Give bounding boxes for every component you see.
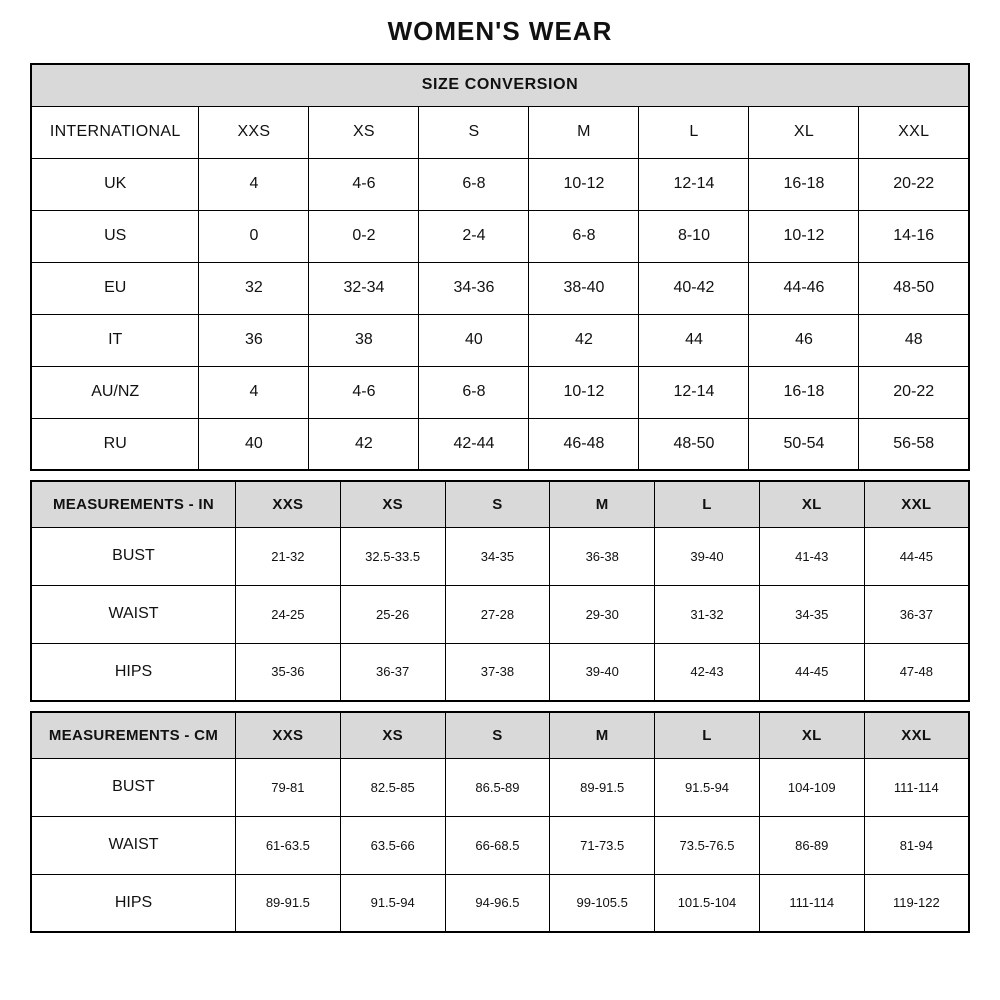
- table-cell: 16-18: [749, 366, 859, 418]
- table-row: [31, 527, 969, 585]
- table-cell: 4: [199, 366, 309, 418]
- size-header: XL: [759, 712, 864, 758]
- table-cell: 71-73.5: [550, 816, 655, 874]
- table-cell: 81-94: [864, 816, 969, 874]
- table-cell: 44-45: [864, 527, 969, 585]
- table-row: [31, 262, 969, 314]
- table-cell: 61-63.5: [235, 816, 340, 874]
- table-cell: 38: [309, 314, 419, 366]
- row-label: US: [31, 210, 199, 262]
- table-cell: 42-43: [655, 643, 760, 701]
- table-cell: 91.5-94: [655, 758, 760, 816]
- row-label: BUST: [31, 527, 235, 585]
- table-cell: 101.5-104: [655, 874, 760, 932]
- table-cell: 56-58: [859, 418, 969, 470]
- table-cell: 12-14: [639, 158, 749, 210]
- table-cell: 21-32: [235, 527, 340, 585]
- size-header: XL: [749, 106, 859, 158]
- table-cell: 4-6: [309, 366, 419, 418]
- size-header: XXS: [199, 106, 309, 158]
- table-cell: 34-36: [419, 262, 529, 314]
- table-cell: 16-18: [749, 158, 859, 210]
- table-cell: 66-68.5: [445, 816, 550, 874]
- size-header: XXL: [864, 712, 969, 758]
- table-cell: 46: [749, 314, 859, 366]
- row-label: AU/NZ: [31, 366, 199, 418]
- table-cell: 40-42: [639, 262, 749, 314]
- table-cell: 10-12: [529, 366, 639, 418]
- size-conversion-table: [30, 63, 970, 471]
- row-label: IT: [31, 314, 199, 366]
- table-cell: 79-81: [235, 758, 340, 816]
- table-cell: 99-105.5: [550, 874, 655, 932]
- size-header: L: [655, 712, 760, 758]
- row-label: EU: [31, 262, 199, 314]
- table-cell: 86-89: [759, 816, 864, 874]
- table-cell: 38-40: [529, 262, 639, 314]
- table-cell: 36: [199, 314, 309, 366]
- table-cell: 39-40: [550, 643, 655, 701]
- table-cell: 36-38: [550, 527, 655, 585]
- table-title-row: [31, 64, 969, 106]
- table-row: [31, 418, 969, 470]
- table-cell: 32-34: [309, 262, 419, 314]
- table-cell: 40: [199, 418, 309, 470]
- table-cell: 25-26: [340, 585, 445, 643]
- table-cell: 94-96.5: [445, 874, 550, 932]
- table-cell: 50-54: [749, 418, 859, 470]
- size-header: XXS: [235, 712, 340, 758]
- table-cell: 91.5-94: [340, 874, 445, 932]
- size-header: XS: [309, 106, 419, 158]
- table-cell: 36-37: [340, 643, 445, 701]
- size-header: XS: [340, 712, 445, 758]
- header-label: MEASUREMENTS - CM: [31, 712, 235, 758]
- table-cell: 104-109: [759, 758, 864, 816]
- table-cell: 39-40: [655, 527, 760, 585]
- table-cell: 42: [309, 418, 419, 470]
- size-header: XXL: [859, 106, 969, 158]
- table-cell: 89-91.5: [550, 758, 655, 816]
- size-header: S: [419, 106, 529, 158]
- size-header: XL: [759, 481, 864, 527]
- table-cell: 37-38: [445, 643, 550, 701]
- table-row: [31, 874, 969, 932]
- table-cell: 89-91.5: [235, 874, 340, 932]
- table-cell: 48-50: [639, 418, 749, 470]
- table-cell: 44: [639, 314, 749, 366]
- table-cell: 32.5-33.5: [340, 527, 445, 585]
- table-row: [31, 314, 969, 366]
- table-cell: 6-8: [529, 210, 639, 262]
- table-cell: 10-12: [529, 158, 639, 210]
- table-cell: 111-114: [759, 874, 864, 932]
- table-cell: 41-43: [759, 527, 864, 585]
- size-header: M: [550, 712, 655, 758]
- table-cell: 40: [419, 314, 529, 366]
- table-cell: 44-45: [759, 643, 864, 701]
- table-row: [31, 158, 969, 210]
- size-header: XS: [340, 481, 445, 527]
- size-header: M: [550, 481, 655, 527]
- table-cell: 20-22: [859, 158, 969, 210]
- table-header-row: [31, 481, 969, 527]
- table-cell: 42-44: [419, 418, 529, 470]
- measurements-in-table: [30, 480, 970, 702]
- table-cell: 111-114: [864, 758, 969, 816]
- row-label: WAIST: [31, 585, 235, 643]
- page-title: WOMEN'S WEAR: [387, 16, 613, 46]
- table-cell: 6-8: [419, 158, 529, 210]
- table-cell: 20-22: [859, 366, 969, 418]
- table-row: [31, 210, 969, 262]
- table-cell: 4-6: [309, 158, 419, 210]
- table-title: SIZE CONVERSION: [31, 64, 969, 106]
- table-cell: 63.5-66: [340, 816, 445, 874]
- table-row: [31, 758, 969, 816]
- table-cell: 119-122: [864, 874, 969, 932]
- table-cell: 47-48: [864, 643, 969, 701]
- table-cell: 46-48: [529, 418, 639, 470]
- table-cell: 29-30: [550, 585, 655, 643]
- table-cell: 4: [199, 158, 309, 210]
- size-header: XXS: [235, 481, 340, 527]
- table-row: [31, 366, 969, 418]
- measurements-cm-table: [30, 711, 970, 933]
- table-cell: 34-35: [445, 527, 550, 585]
- table-cell: 12-14: [639, 366, 749, 418]
- table-cell: 8-10: [639, 210, 749, 262]
- table-cell: 0: [199, 210, 309, 262]
- table-cell: 73.5-76.5: [655, 816, 760, 874]
- table-cell: 27-28: [445, 585, 550, 643]
- table-header-row: [31, 712, 969, 758]
- header-label: MEASUREMENTS - IN: [31, 481, 235, 527]
- size-header: L: [639, 106, 749, 158]
- table-cell: 48-50: [859, 262, 969, 314]
- table-row: [31, 643, 969, 701]
- row-label: HIPS: [31, 643, 235, 701]
- table-cell: 10-12: [749, 210, 859, 262]
- table-cell: 0-2: [309, 210, 419, 262]
- table-cell: 14-16: [859, 210, 969, 262]
- table-cell: 31-32: [655, 585, 760, 643]
- table-cell: 42: [529, 314, 639, 366]
- table-cell: 86.5-89: [445, 758, 550, 816]
- table-cell: 24-25: [235, 585, 340, 643]
- table-cell: 36-37: [864, 585, 969, 643]
- row-label: WAIST: [31, 816, 235, 874]
- table-cell: 6-8: [419, 366, 529, 418]
- header-label: INTERNATIONAL: [31, 106, 199, 158]
- table-cell: 44-46: [749, 262, 859, 314]
- table-row: [31, 585, 969, 643]
- row-label: HIPS: [31, 874, 235, 932]
- table-row: [31, 816, 969, 874]
- size-header: S: [445, 712, 550, 758]
- row-label: UK: [31, 158, 199, 210]
- table-cell: 35-36: [235, 643, 340, 701]
- size-header: L: [655, 481, 760, 527]
- table-cell: 82.5-85: [340, 758, 445, 816]
- size-header: XXL: [864, 481, 969, 527]
- table-cell: 48: [859, 314, 969, 366]
- row-label: BUST: [31, 758, 235, 816]
- table-cell: 34-35: [759, 585, 864, 643]
- size-header: M: [529, 106, 639, 158]
- size-header: S: [445, 481, 550, 527]
- table-header-row: [31, 106, 969, 158]
- table-cell: 2-4: [419, 210, 529, 262]
- row-label: RU: [31, 418, 199, 470]
- table-cell: 32: [199, 262, 309, 314]
